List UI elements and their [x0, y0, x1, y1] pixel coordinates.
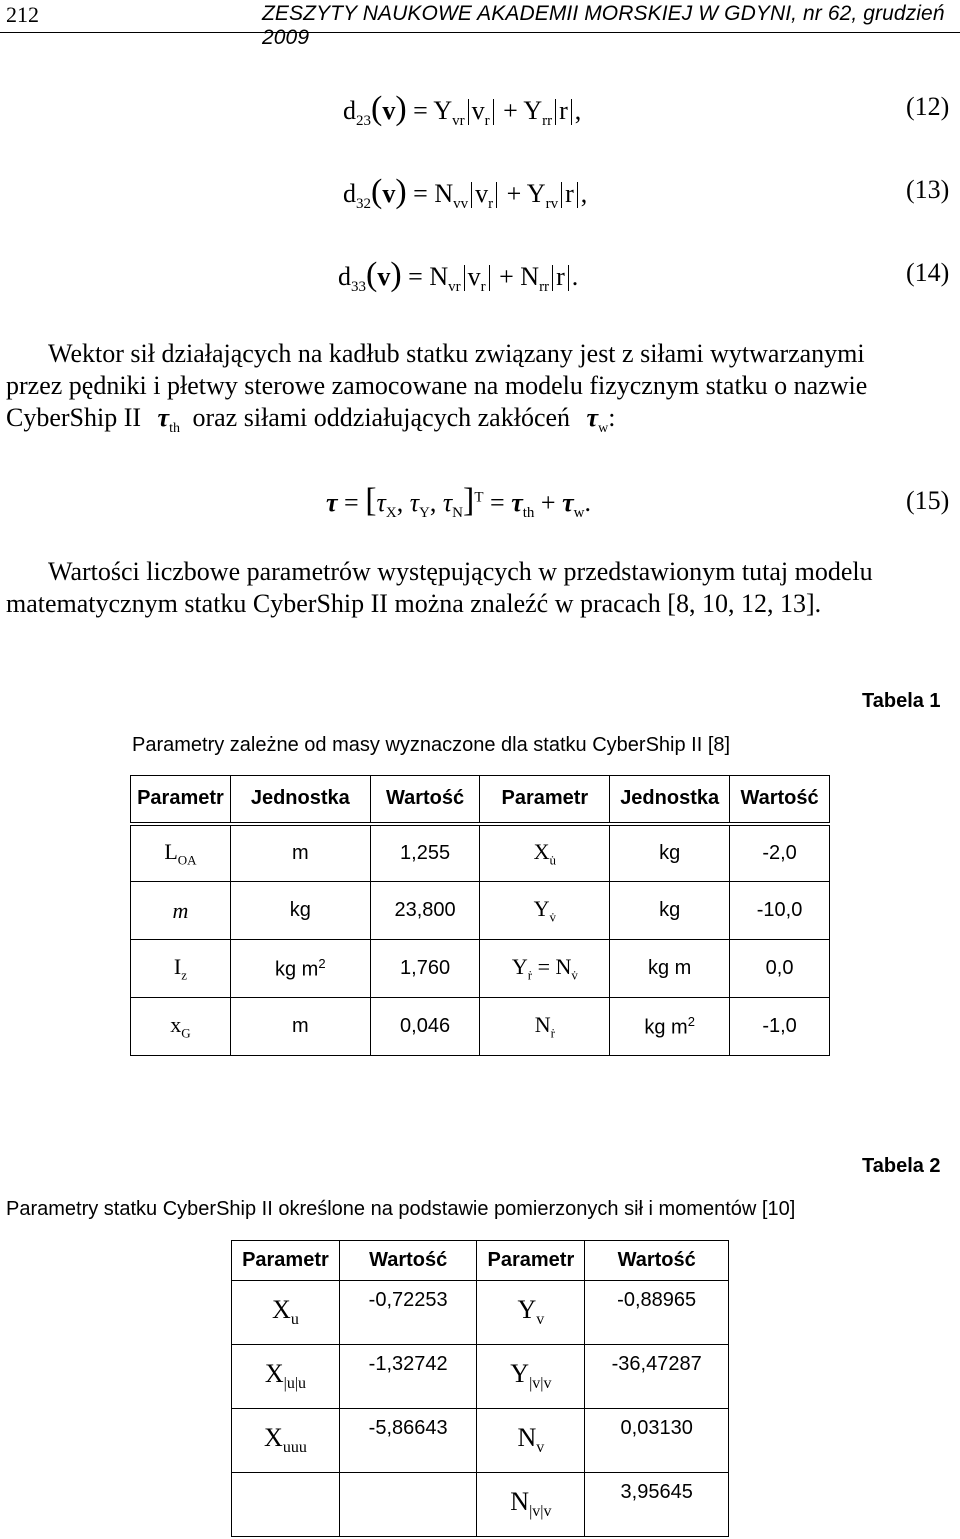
paragraph [6, 338, 956, 445]
table-cell: -0,72253 [339, 1281, 477, 1345]
column-header: Parametr [480, 776, 610, 824]
equation-number: (13) [906, 175, 950, 204]
equation-13: $d_{32}(v) = N_{vv}$ $v_r + Y_{rv}$ r , [343, 173, 588, 212]
text-line: matematycznym statku CyberShip II można znaleźć w pracach [8, 10, 12, 13]. [6, 589, 822, 618]
equation-15: $\tau = [\tau_X$, $\tau_Y$, $\tau_N]^T = \tau_{th} + \tau_w$. [326, 482, 591, 521]
symbol-cell: $N_{|v|v}$ [477, 1473, 585, 1537]
table-1 [130, 775, 830, 1056]
table-cell: -1,32742 [339, 1345, 477, 1409]
table-cell: kg $m^2$ [610, 998, 730, 1056]
symbol-cell: $X_{u̇}$ [480, 824, 610, 882]
table-cell: 0,046 [370, 998, 480, 1056]
text-span: : [608, 403, 616, 432]
table-cell: m [230, 824, 370, 882]
paragraph [6, 556, 956, 620]
column-header: Wartość [370, 776, 480, 824]
table-row [131, 940, 830, 998]
table-cell: kg [230, 882, 370, 940]
table-row [232, 1345, 729, 1409]
symbol-cell: $Y_ṙ = N_{v̇}$ [480, 940, 610, 998]
page-number: 212 [6, 2, 39, 27]
table-cell: m [230, 998, 370, 1056]
text-span: oraz siłami oddziałujących zakłóceń [192, 403, 571, 432]
table-caption: Parametry zależne od masy wyznaczone dla statku CyberShip II [8] [132, 734, 731, 756]
symbol-cell: $X_{|u|u}$ [232, 1345, 340, 1409]
column-header: Wartość [585, 1241, 729, 1281]
table-cell [339, 1473, 477, 1537]
table-cell: -1,0 [730, 998, 830, 1056]
symbol-cell: $L_{OA}$ [131, 824, 231, 882]
equation-14: $d_{33}(v) = N_{vr}$ $v_r + N_{rr}$ r . [338, 256, 579, 295]
table-cell [232, 1473, 340, 1537]
text-span: CyberShip II [6, 403, 142, 432]
running-header: ZESZYTY NAUKOWE AKADEMII MORSKIEJ W GDYNI, nr 62, grudzień 2009 [262, 2, 945, 49]
column-header: Jednostka [230, 776, 370, 824]
unit-text: kg m [644, 1016, 688, 1039]
table-row [131, 882, 830, 940]
column-header: Parametr [232, 1241, 340, 1281]
column-header: Wartość [730, 776, 830, 824]
symbol-cell: $Y_{|v|v}$ [477, 1345, 585, 1409]
symbol-cell: $x_G$ [131, 998, 231, 1056]
table-label: Tabela 1 [862, 690, 941, 712]
table-label: Tabela 2 [862, 1155, 941, 1177]
text-line: przez pędniki i płetwy sterowe zamocowane na modelu fizycznym statku o nazwie [6, 371, 868, 400]
table-cell: 23,800 [370, 882, 480, 940]
equation-12: $d_{23}(v) = Y_{vr}$ $v_r + Y_{rr}$ r , [343, 90, 582, 129]
unit-text: kg m [275, 958, 319, 981]
table-row [131, 998, 830, 1056]
equation-number: (12) [906, 92, 950, 121]
table-cell: -10,0 [730, 882, 830, 940]
table-cell: -2,0 [730, 824, 830, 882]
symbol-cell: $X_u$ [232, 1281, 340, 1345]
equation-number: (15) [906, 486, 950, 515]
table-row [232, 1281, 729, 1345]
table-cell: 0,03130 [585, 1409, 729, 1473]
symbol-cell: $I_z$ [131, 940, 231, 998]
table-caption: Parametry statku CyberShip II określone na podstawie pomierzonych sił i momentów [10] [6, 1198, 796, 1220]
symbol-cell: $Y_{v̇}$ [480, 882, 610, 940]
symbol-cell: $N_v$ [477, 1409, 585, 1473]
symbol-cell: m [131, 882, 231, 940]
symbol-cell: $N_ṙ$ [480, 998, 610, 1056]
symbol-cell: $Y_v$ [477, 1281, 585, 1345]
column-header: Jednostka [610, 776, 730, 824]
table-cell: 1,255 [370, 824, 480, 882]
table-cell: 0,0 [730, 940, 830, 998]
equation-number: (14) [906, 258, 950, 287]
column-header: Parametr [477, 1241, 585, 1281]
text-line: Wartości liczbowe parametrów występujących w przedstawionym tutaj modelu [48, 557, 873, 586]
table-cell: -0,88965 [585, 1281, 729, 1345]
table-cell: kg $m^2$ [230, 940, 370, 998]
column-header: Wartość [339, 1241, 477, 1281]
table-cell: 3,95645 [585, 1473, 729, 1537]
table-row [131, 824, 830, 882]
table-row [232, 1409, 729, 1473]
column-header: Parametr [131, 776, 231, 824]
table-cell: kg [610, 824, 730, 882]
table-header-row [232, 1241, 729, 1281]
table-cell: kg [610, 882, 730, 940]
table-cell: kg m [610, 940, 730, 998]
table-cell: -5,86643 [339, 1409, 477, 1473]
table-2 [231, 1240, 729, 1537]
text-line: Wektor sił działających na kadłub statku związany jest z siłami wytwarzanymi [48, 339, 865, 368]
symbol-cell: $X_{uuu}$ [232, 1409, 340, 1473]
text-line: CyberShip II $\tau_{th}$ oraz siłami oddziałujących zakłóceń $\tau_w$: [6, 403, 616, 437]
header-rule [0, 32, 960, 33]
table-cell: 1,760 [370, 940, 480, 998]
table-row [232, 1473, 729, 1537]
table-header-row [131, 776, 830, 824]
table-cell: -36,47287 [585, 1345, 729, 1409]
